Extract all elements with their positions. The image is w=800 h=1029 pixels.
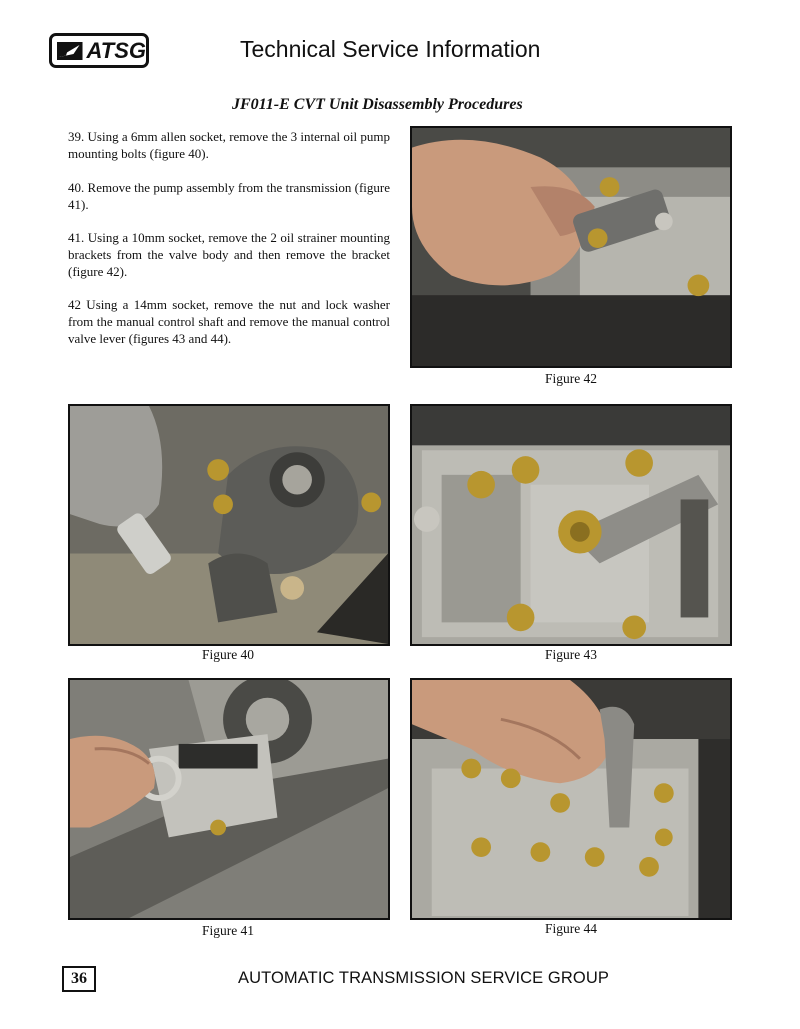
step-40: 40. Remove the pump assembly from the transmission (figure 41). <box>68 180 390 212</box>
step-42: 42 Using a 14mm socket, remove the nut and lock washer from the manual control shaft and remove the manual control valve lever (figures 43 and 44). <box>68 297 390 346</box>
atsg-check-flag-icon <box>57 39 83 63</box>
figure-43-photo <box>410 404 732 646</box>
figure-43-caption: Figure 43 <box>544 647 598 662</box>
document-subtitle: JF011-E CVT Unit Disassembly Procedures <box>232 96 523 113</box>
figure-40-photo <box>68 404 390 646</box>
figure-44-caption: Figure 44 <box>544 921 598 936</box>
figure-40-caption: Figure 40 <box>201 647 255 662</box>
footer-organization: AUTOMATIC TRANSMISSION SERVICE GROUP <box>238 969 609 987</box>
step-39: 39. Using a 6mm allen socket, remove the 3 internal oil pump mounting bolts (figure 40). <box>68 129 390 161</box>
figure-41-caption: Figure 41 <box>201 923 255 938</box>
figure-42-photo <box>410 126 732 368</box>
atsg-logo <box>49 33 149 68</box>
header-title: Technical Service Information <box>240 36 541 62</box>
figure-44-photo <box>410 678 732 920</box>
page-number: 36 <box>62 966 96 992</box>
logo-text: ATSG <box>86 37 146 63</box>
step-41: 41. Using a 10mm socket, remove the 2 oil strainer mounting brackets from the valve body and then remove the bracket (figure 42). <box>68 230 390 279</box>
figure-41-photo <box>68 678 390 920</box>
figure-42-caption: Figure 42 <box>544 371 598 386</box>
